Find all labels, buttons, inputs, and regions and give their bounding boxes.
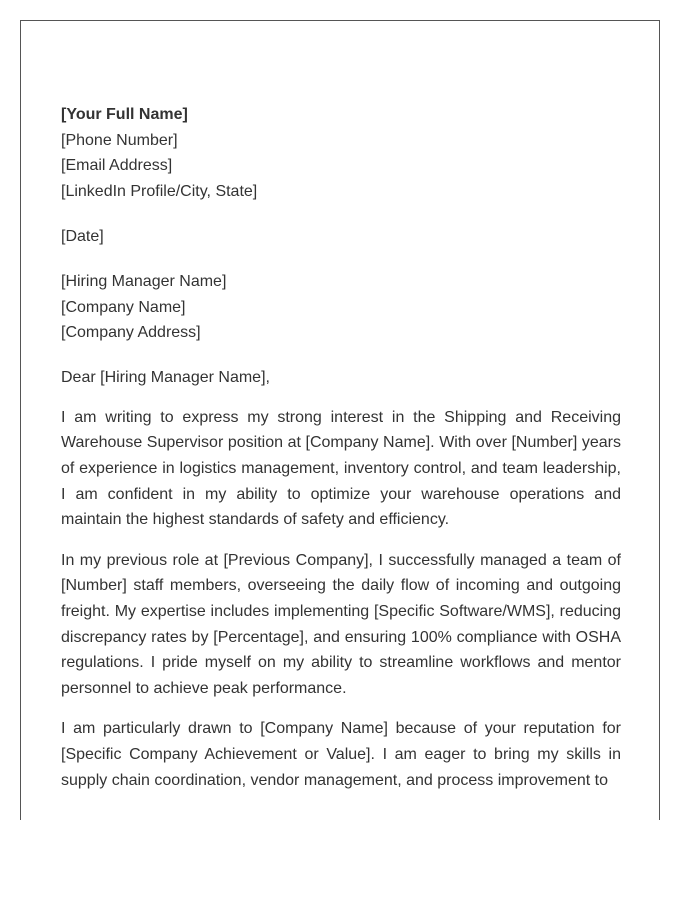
recipient-company: [Company Name]	[61, 298, 186, 316]
sender-block	[61, 102, 621, 204]
sender-name: [Your Full Name]	[61, 106, 188, 123]
letter-date: [Date]	[61, 227, 104, 245]
paragraph-intro: I am writing to express my strong interest in the Shipping and Receiving Warehouse Supervisor position at [Company Name]. With over [Number] years of experience in logistics management, inventory control, and team leadership, I am confident in my ability to optimize your warehouse operations and maintain the highest standards of safety and efficiency.	[61, 408, 621, 529]
recipient-block	[61, 269, 621, 346]
paragraph-interest: I am particularly drawn to [Company Name] because of your reputation for [Specific Company Achievement or Value]. I am eager to bring my skills in supply chain coordination, vendor management, and process improvement to	[61, 720, 621, 789]
recipient-name: [Hiring Manager Name]	[61, 272, 227, 290]
document-page	[20, 20, 660, 820]
sender-phone: [Phone Number]	[61, 131, 178, 149]
date-block	[61, 224, 621, 250]
letter-body	[61, 102, 621, 808]
salutation: Dear [Hiring Manager Name],	[61, 369, 270, 387]
sender-email: [Email Address]	[61, 157, 173, 175]
sender-location: [LinkedIn Profile/City, State]	[61, 182, 258, 200]
paragraph-experience: In my previous role at [Previous Company], I successfully managed a team of [Number] staff members, overseeing the daily flow of incoming and outgoing freight. My expertise includes implementing [Specific Software/WMS], reducing discrepancy rates by [Percentage], and ensuring 100% compliance with OSHA regulations. I pride myself on my ability to streamline workflows and mentor personnel to achieve peak performance.	[61, 551, 621, 697]
recipient-address: [Company Address]	[61, 324, 201, 342]
